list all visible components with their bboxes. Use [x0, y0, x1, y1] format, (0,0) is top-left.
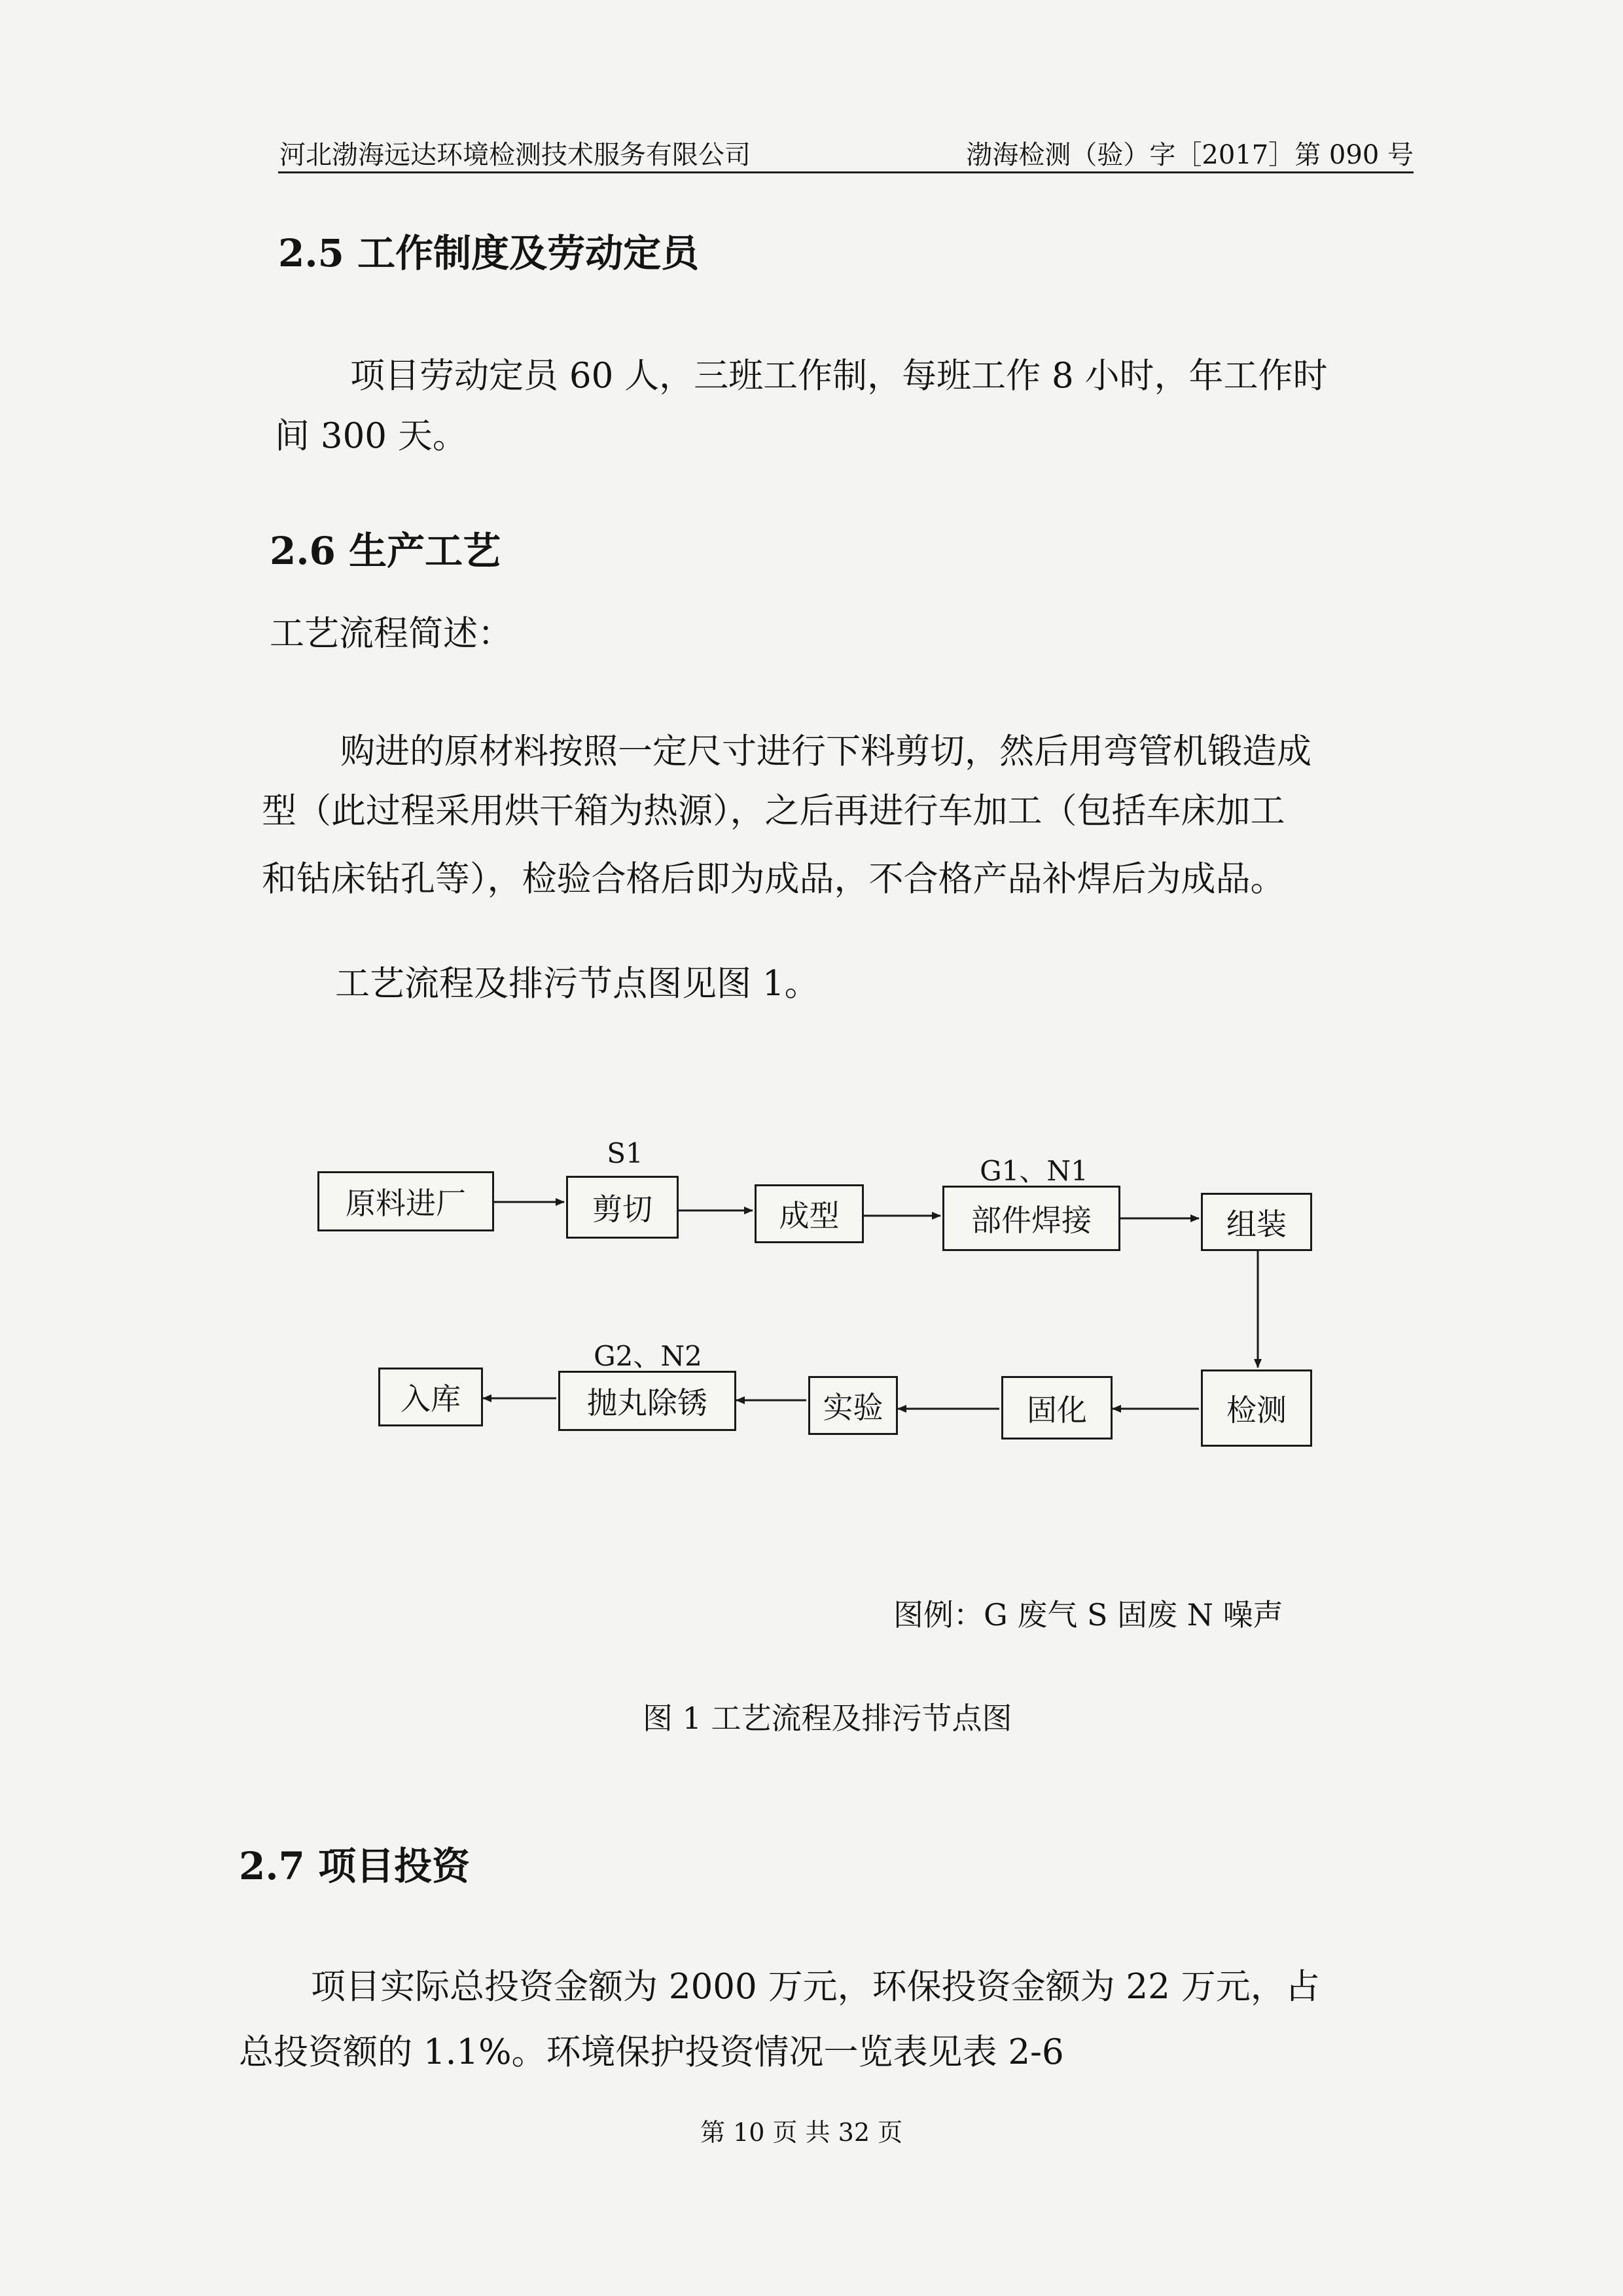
section-2-6-subtitle: 工艺流程简述：: [270, 614, 512, 654]
figure-caption: 图 1 工艺流程及排污节点图: [643, 1701, 1012, 1736]
flow-node-shot-blasting: 抛丸除锈: [558, 1371, 736, 1431]
flow-tag-cutting: S1: [607, 1137, 643, 1169]
flow-node-assembly: 组装: [1201, 1193, 1312, 1251]
flow-node-raw-material: 原料进厂: [317, 1171, 494, 1231]
flow-node-forming: 成型: [755, 1184, 864, 1243]
section-2-6-para-line-2: 型（此过程采用烘干箱为热源），之后再进行车加工（包括车床加工: [262, 791, 1285, 831]
section-2-7-line-1: 项目实际总投资金额为 2000 万元，环保投资金额为 22 万元，占: [311, 1967, 1320, 2007]
section-2-5-line-2: 间 300 天。: [275, 416, 467, 456]
section-2-7-title: 2.7 项目投资: [239, 1844, 471, 1888]
flow-node-welding: 部件焊接: [942, 1186, 1120, 1251]
flow-node-testing: 实验: [808, 1376, 898, 1435]
flow-tag-welding: G1、N1: [980, 1155, 1088, 1187]
section-2-5-line-1: 项目劳动定员 60 人，三班工作制，每班工作 8 小时，年工作时: [350, 356, 1328, 396]
flow-node-inspection: 检测: [1201, 1369, 1312, 1447]
section-2-6-title: 2.6 生产工艺: [270, 529, 501, 573]
section-2-6-figure-ref: 工艺流程及排污节点图见图 1。: [335, 964, 819, 1004]
page-footer: 第 10 页 共 32 页: [700, 2118, 903, 2147]
section-2-6-para-line-1: 购进的原材料按照一定尺寸进行下料剪切，然后用弯管机锻造成: [340, 732, 1311, 771]
section-2-6-para-line-3: 和钻床钻孔等），检验合格后即为成品，不合格产品补焊后为成品。: [262, 859, 1285, 899]
flow-tag-shot-blasting: G2、N2: [594, 1340, 702, 1372]
header-company: 河北渤海远达环境检测技术服务有限公司: [279, 140, 751, 170]
section-2-5-title: 2.5 工作制度及劳动定员: [278, 231, 700, 275]
flow-node-curing: 固化: [1001, 1376, 1113, 1439]
flow-node-storage: 入库: [378, 1368, 483, 1426]
flow-legend: 图例：G 废气 S 固废 N 噪声: [893, 1597, 1283, 1633]
header-doc-number: 渤海检测（验）字［2017］第 090 号: [966, 140, 1414, 170]
section-2-7-line-2: 总投资额的 1.1%。环境保护投资情况一览表见表 2-6: [239, 2032, 1064, 2072]
flow-node-cutting: 剪切: [566, 1176, 679, 1239]
